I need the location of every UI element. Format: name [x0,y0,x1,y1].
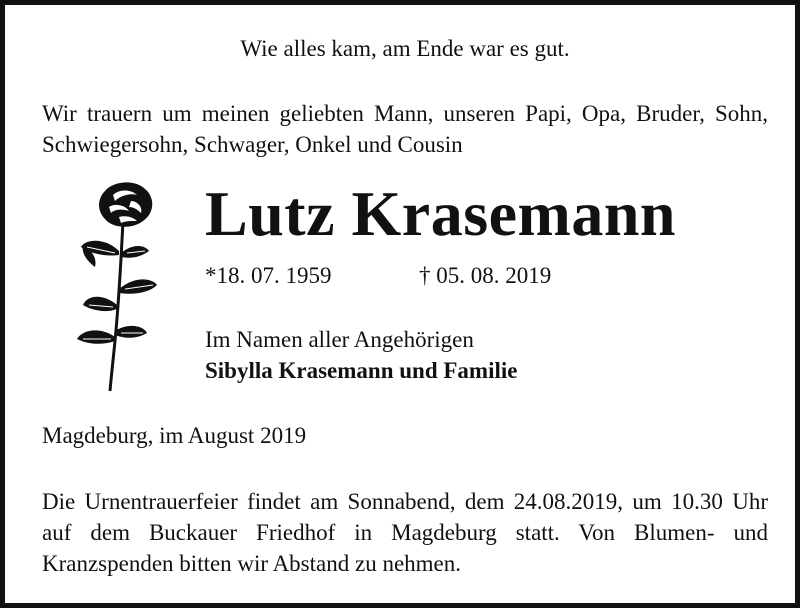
rose-icon [75,181,165,393]
ceremony-notice: Die Urnentrauerfeier findet am Sonnabend, dem 24.08.2019, um 10.30 Uhr auf dem Buckauer Friedhof in Magdeburg statt. Von Blumen- und Kranzspenden bitten wir Abstand zu nehmen. [42,489,768,576]
motto: Wie alles kam, am Ende war es gut. [240,36,570,61]
on-behalf-line: Im Namen aller Angehörigen [205,327,474,352]
birth-date: *18. 07. 1959 [205,263,332,288]
deceased-name: Lutz Krasemann [205,178,676,249]
family-signature: Sibylla Krasemann und Familie [205,358,518,383]
death-date: † 05. 08. 2019 [419,263,552,288]
place-date: Magdeburg, im August 2019 [42,423,307,448]
intro-text: Wir trauern um meinen geliebten Mann, unseren Papi, Opa, Bruder, Sohn, Schwiegersohn, Schwager, Onkel und Cousin [42,101,768,157]
